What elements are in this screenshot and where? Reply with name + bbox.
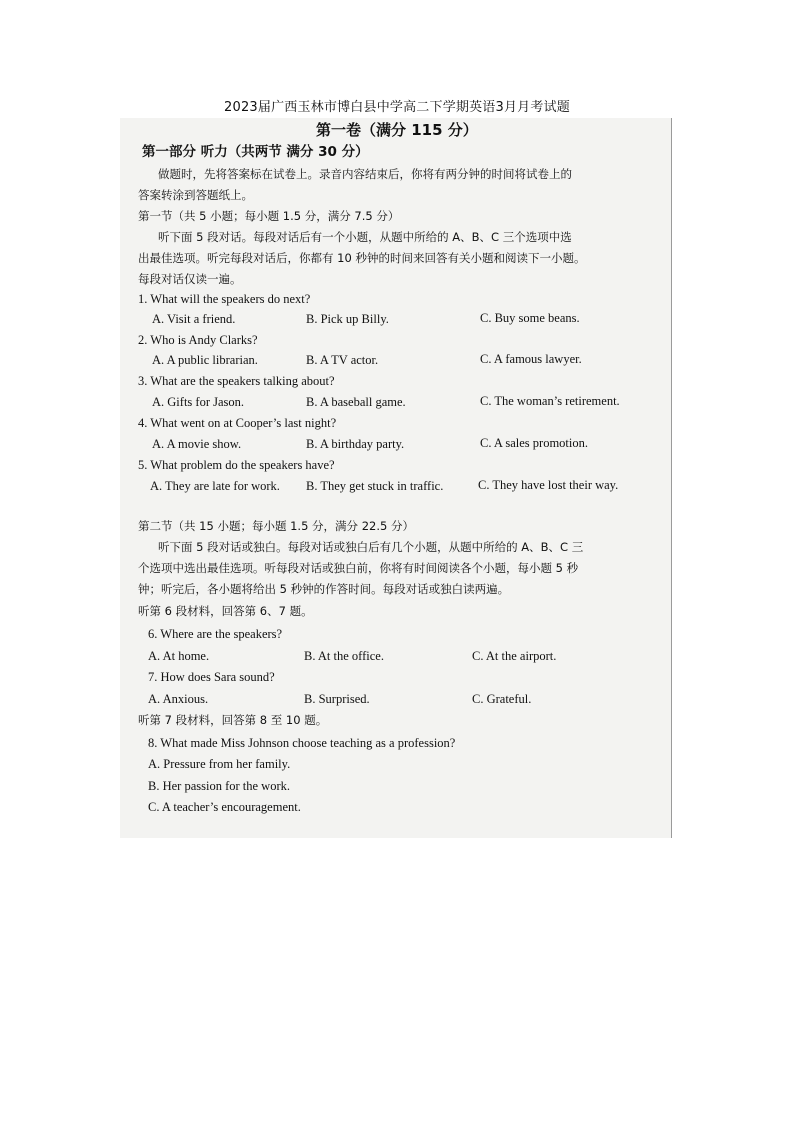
question-5-option-c: C. They have lost their way. (478, 478, 619, 492)
question-3-option-a: A. Gifts for Jason. (152, 395, 245, 409)
question-4-stem: 4. What went on at Cooper’s last night? (138, 416, 337, 430)
scanned-exam-page (120, 118, 672, 838)
section2-heading: 第二节（共 15 小题；每小题 1.5 分，满分 22.5 分） (138, 519, 414, 533)
question-8-option-b: B. Her passion for the work. (148, 779, 290, 793)
question-3-stem: 3. What are the speakers talking about? (138, 374, 335, 388)
question-4-option-b: B. A birthday party. (306, 437, 405, 451)
question-8-option-c: C. A teacher’s encouragement. (148, 800, 301, 814)
question-8-option-a: A. Pressure from her family. (148, 757, 291, 771)
question-1-option-b: B. Pick up Billy. (306, 312, 389, 326)
question-2-option-c: C. A famous lawyer. (480, 352, 582, 366)
question-6-stem: 6. Where are the speakers? (148, 627, 283, 641)
section1-directions-line3: 每段对话仅读一遍。 (138, 272, 242, 286)
question-7-stem: 7. How does Sara sound? (148, 670, 275, 684)
question-2-stem: 2. Who is Andy Clarks? (138, 333, 258, 347)
section1-directions-line1: 听下面 5 段对话。每段对话后有一个小题，从题中所给的 A、B、C 三个选项中选 (158, 230, 572, 244)
question-6-option-a: A. At home. (148, 649, 210, 663)
question-7-option-b: B. Surprised. (304, 692, 370, 706)
part1-instruction-line2: 答案转涂到答题纸上。 (138, 188, 253, 202)
question-1-option-a: A. Visit a friend. (152, 312, 236, 326)
question-1-stem: 1. What will the speakers do next? (138, 292, 311, 306)
section2-directions-line1: 听下面 5 段对话或独白。每段对话或独白后有几个小题，从题中所给的 A、B、C 三 (158, 540, 584, 554)
question-4-option-a: A. A movie show. (152, 437, 242, 451)
question-2-option-b: B. A TV actor. (306, 353, 379, 367)
question-6-option-c: C. At the airport. (472, 649, 557, 663)
section2-directions-line2: 个选项中选出最佳选项。听每段对话或独白前，你将有时间阅读各个小题，每小题 5 秒 (138, 561, 579, 575)
section2-directions-line3: 钟；听完后，各小题将给出 5 秒钟的作答时间。每段对话或独白读两遍。 (138, 582, 510, 596)
question-2-option-a: A. A public librarian. (152, 353, 258, 367)
material-6-instruction: 听第 6 段材料，回答第 6、7 题。 (138, 604, 313, 618)
question-8-stem: 8. What made Miss Johnson choose teaching as a profession? (148, 736, 456, 750)
question-3-option-c: C. The woman’s retirement. (480, 394, 620, 408)
part1-instruction-line1: 做题时，先将答案标在试卷上。录音内容结束后，你将有两分钟的时间将试卷上的 (158, 167, 572, 181)
question-6-option-b: B. At the office. (304, 649, 384, 663)
question-7-option-c: C. Grateful. (472, 692, 532, 706)
part1-title: 第一部分 听力（共两节 满分 30 分） (142, 144, 369, 160)
volume-title: 第一卷（满分 115 分） (316, 121, 478, 139)
question-5-stem: 5. What problem do the speakers have? (138, 458, 335, 472)
question-5-option-b: B. They get stuck in traffic. (306, 479, 444, 493)
document-title: 2023届广西玉林市博白县中学高二下学期英语3月月考试题 (224, 100, 570, 115)
section1-directions-line2: 出最佳选项。听完每段对话后，你都有 10 秒钟的时间来回答有关小题和阅读下一小题。 (138, 251, 586, 265)
question-3-option-b: B. A baseball game. (306, 395, 406, 409)
question-7-option-a: A. Anxious. (148, 692, 209, 706)
section1-heading: 第一节（共 5 小题；每小题 1.5 分，满分 7.5 分） (138, 209, 400, 223)
question-4-option-c: C. A sales promotion. (480, 436, 588, 450)
material-7-instruction: 听第 7 段材料，回答第 8 至 10 题。 (138, 713, 328, 727)
question-5-option-a: A. They are late for work. (150, 479, 280, 493)
question-1-option-c: C. Buy some beans. (480, 311, 580, 325)
